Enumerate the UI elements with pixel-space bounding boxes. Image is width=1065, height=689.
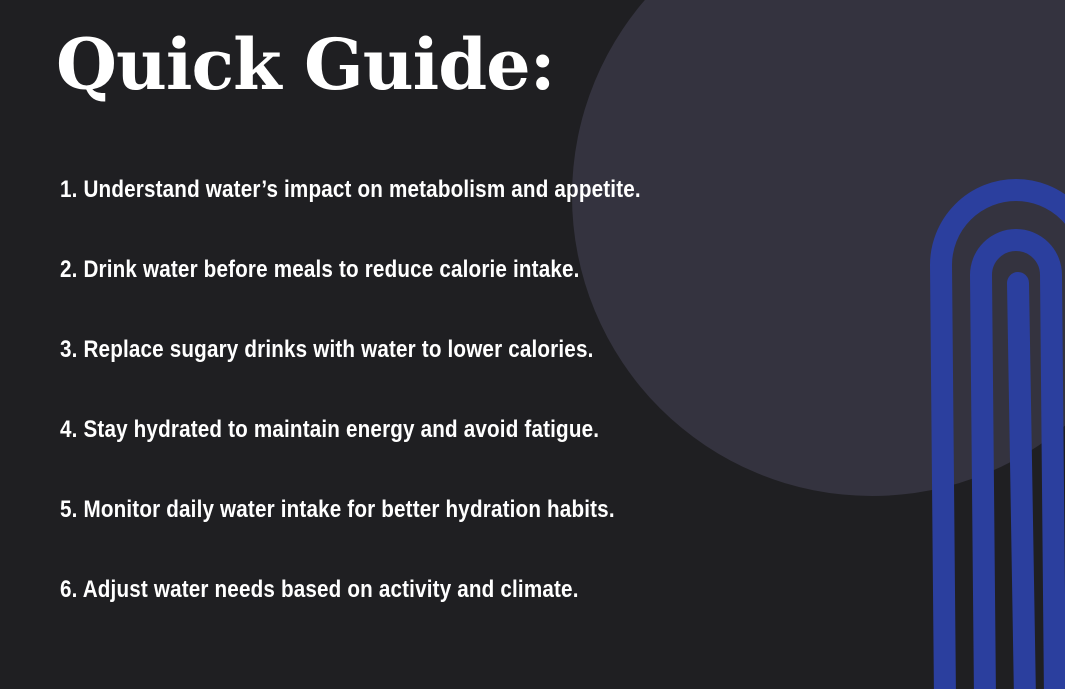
step-text: 6. Adjust water needs based on activity and climate.	[60, 576, 579, 603]
list-item	[60, 230, 735, 310]
list-item	[60, 150, 735, 230]
step-text: 5. Monitor daily water intake for better hydration habits.	[60, 496, 615, 523]
page-title: Quick Guide:	[56, 23, 555, 106]
list-item	[60, 310, 735, 390]
step-text: 2. Drink water before meals to reduce calorie intake.	[60, 256, 580, 283]
list-item	[60, 390, 735, 470]
step-text: 3. Replace sugary drinks with water to lower calories.	[60, 336, 594, 363]
arch-inner	[1018, 283, 1025, 689]
step-text: 1. Understand water’s impact on metabolism and appetite.	[60, 176, 641, 203]
list-item	[60, 550, 735, 630]
list-item	[60, 470, 735, 550]
guide-steps-list	[60, 150, 735, 630]
step-text: 4. Stay hydrated to maintain energy and avoid fatigue.	[60, 416, 600, 443]
